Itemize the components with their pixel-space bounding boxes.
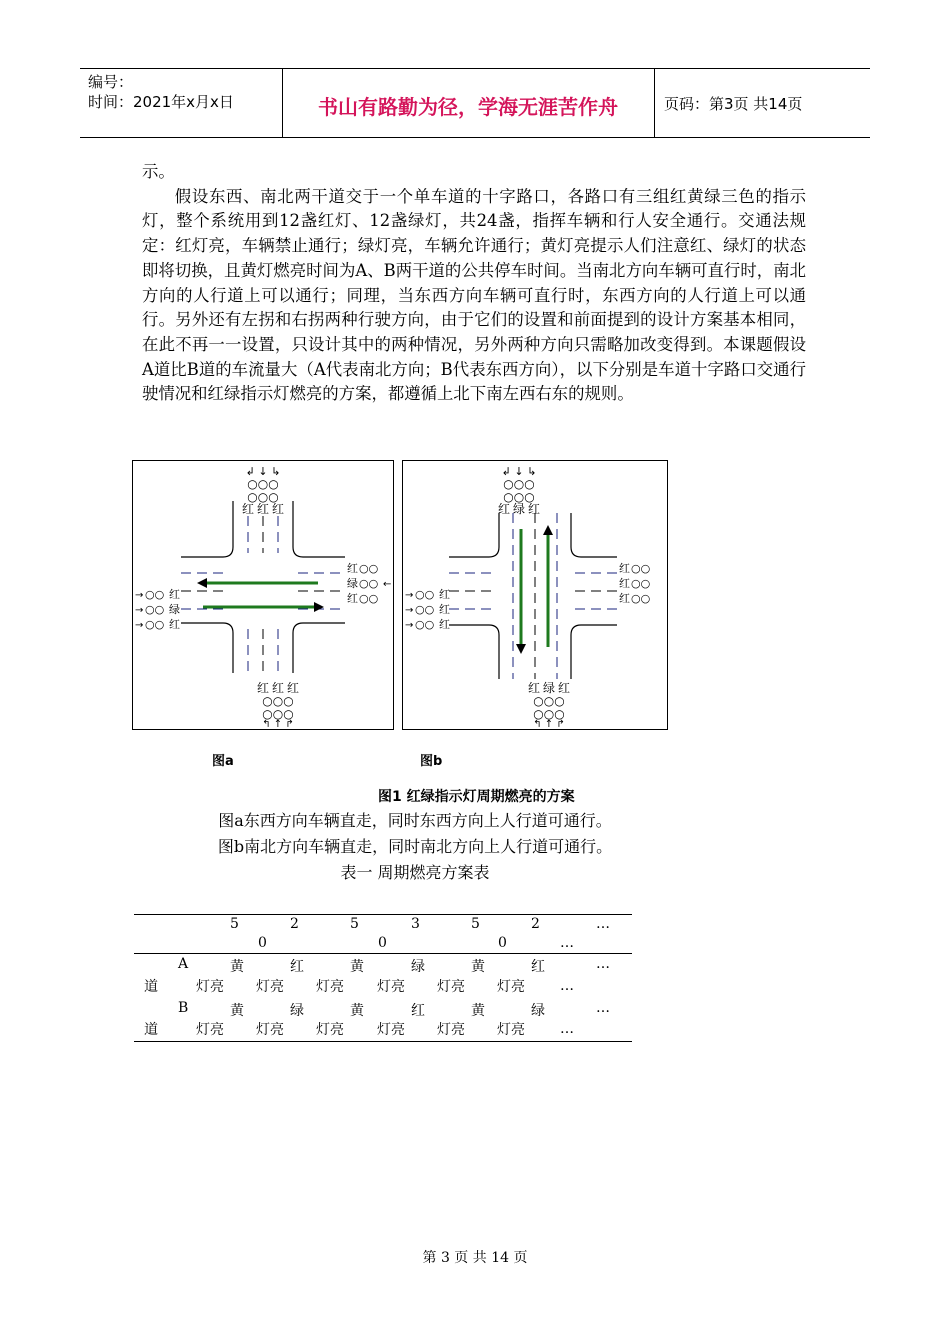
- light-circles: ○○: [145, 618, 165, 631]
- table-cell: 灯亮: [256, 1022, 284, 1038]
- page-header: [80, 68, 870, 138]
- table-cell: …: [560, 935, 574, 951]
- figure-desc-b: 图b南北方向车辆直走，同时南北方向上人行道可通行。: [217, 837, 613, 856]
- light-red: 红: [439, 588, 450, 601]
- table-cell: 黄: [350, 1003, 364, 1019]
- light-red: 红: [347, 562, 358, 575]
- light-red: 红: [619, 577, 630, 590]
- arrow-left-icon: ←: [383, 579, 392, 590]
- arrow-right-icon: →: [135, 590, 144, 601]
- light-circles: ○○○: [247, 477, 279, 491]
- light-circles: ○○○: [262, 707, 294, 721]
- header-meta: [88, 72, 234, 112]
- body-line: 示。: [142, 162, 175, 181]
- light-red: 红: [271, 502, 285, 516]
- table-rule: [134, 953, 632, 954]
- light-circles: ○○: [415, 588, 435, 601]
- light-circles: ○○: [359, 577, 379, 590]
- table-cell: 灯亮: [497, 979, 525, 995]
- light-circles: ○○: [631, 577, 651, 590]
- table-cell: 灯亮: [377, 1022, 405, 1038]
- table-cell: 道: [144, 979, 158, 995]
- table-rule: [134, 914, 632, 915]
- figure-b-label: 图b: [420, 754, 443, 769]
- table-cell: 0: [498, 935, 507, 951]
- light-red: 红: [439, 618, 450, 631]
- light-red: 红: [256, 502, 270, 516]
- table-cell: 2: [290, 916, 299, 932]
- table-cell: 0: [378, 935, 387, 951]
- table-cell: 5: [350, 916, 359, 932]
- light-red: 红: [527, 681, 541, 695]
- table-cell: 灯亮: [497, 1022, 525, 1038]
- light-green: 绿: [347, 577, 358, 590]
- table-cell: 灯亮: [256, 979, 284, 995]
- number-label: 编号：: [88, 73, 134, 91]
- header-divider: [654, 69, 655, 137]
- figure-desc-a: 图a东西方向车辆直走，同时东西方向上人行道可通行。: [218, 811, 612, 830]
- motto: 书山有路勤为径，学海无涯苦作舟: [318, 95, 618, 119]
- table-cell: 0: [258, 935, 267, 951]
- table-cell: 黄: [230, 1003, 244, 1019]
- table-cell: …: [560, 978, 574, 994]
- table-cell: 红: [531, 959, 545, 975]
- table-cell: 红: [411, 1003, 425, 1019]
- light-red: 红: [241, 502, 255, 516]
- table-cell: 2: [531, 916, 540, 932]
- light-circles: ○○○: [533, 694, 565, 708]
- light-circles: ○○: [359, 562, 379, 575]
- light-circles: ○○: [415, 603, 435, 616]
- table-cell: 灯亮: [437, 1022, 465, 1038]
- table-cell: 3: [411, 916, 420, 932]
- arrows-bottom: ↰ ↑ ↱: [533, 719, 565, 729]
- light-circles: ○○○: [247, 490, 279, 504]
- light-red: 红: [497, 502, 511, 516]
- arrow-right-icon: →: [405, 605, 414, 616]
- arrow-right-icon: →: [405, 620, 414, 631]
- light-circles: ○○○: [503, 490, 535, 504]
- page-footer: 第 3 页 共 14 页: [422, 1250, 528, 1266]
- body-text: [142, 160, 806, 407]
- table-cell: 黄: [350, 959, 364, 975]
- light-circles: ○○: [145, 588, 165, 601]
- arrow-right-icon: →: [135, 620, 144, 631]
- light-red: 红: [619, 562, 630, 575]
- time-label: 时间：2021年x月x日: [88, 93, 234, 111]
- light-circles: ○○○: [533, 707, 565, 721]
- light-red: 红: [256, 681, 270, 695]
- light-circles: ○○○: [262, 694, 294, 708]
- table-cell: 灯亮: [377, 979, 405, 995]
- table-cell: 5: [230, 916, 239, 932]
- light-red: 红: [286, 681, 300, 695]
- light-circles: ○○: [359, 592, 379, 605]
- table-cell: …: [596, 1000, 610, 1016]
- light-red: 红: [169, 588, 180, 601]
- light-circles: ○○: [631, 592, 651, 605]
- table-cell: 绿: [290, 1003, 304, 1019]
- light-green: 绿: [512, 502, 526, 516]
- table-cell: …: [596, 956, 610, 972]
- table-cell: …: [560, 1021, 574, 1037]
- light-red: 红: [527, 502, 541, 516]
- light-red: 红: [557, 681, 571, 695]
- table-cell: 黄: [471, 959, 485, 975]
- light-circles: ○○○: [503, 477, 535, 491]
- body-paragraph: 假设东西、南北两干道交于一个单车道的十字路口，各路口有三组红黄绿三色的指示灯，整个系统用到12盏红灯、12盏绿灯，共24盏，指挥车辆和行人安全通行。交通法规定：红灯亮，车辆禁止通行；绿灯亮，车辆允许通行；黄灯亮提示人们注意红、绿灯的状态即将切换，且黄灯燃亮时间为A、B两干道的公共停车时间。当南北方向车辆可直行时，南北方向的人行道上可以通行；同理，当东西方向车辆可直行时，东西方向的人行道上可以通行。另外还有左拐和右拐两种行驶方向，由于它们的设置和前面提到的设计方案基本相同，在此不再一一设置，只设计其中的两种情况，另外两种方向只需略加改变得到。本课题假设A道比B道的车流量大（A代表南北方向；B代表东西方向），以下分别是车道十字路口交通行驶情况和红绿指示灯燃亮的方案，都遵循上北下南左西右东的规则。: [142, 186, 806, 404]
- table-rule: [134, 1041, 632, 1042]
- table-cell: 绿: [411, 959, 425, 975]
- intersection-diagram-a: [133, 461, 393, 729]
- figure-caption: 图1 红绿指示灯周期燃亮的方案: [378, 789, 575, 805]
- table-cell: 灯亮: [437, 979, 465, 995]
- table-cell: 道: [144, 1022, 158, 1038]
- table-cell: 红: [290, 959, 304, 975]
- table-cell: 灯亮: [316, 979, 344, 995]
- arrows-top: ↲ ↓ ↳: [501, 465, 537, 478]
- table-cell: …: [596, 916, 610, 932]
- table-title: 表一 周期燃亮方案表: [340, 863, 490, 882]
- light-circles: ○○: [631, 562, 651, 575]
- table-cell: 黄: [471, 1003, 485, 1019]
- table-cell: 黄: [230, 959, 244, 975]
- arrow-right-icon: →: [405, 590, 414, 601]
- light-green: 绿: [169, 603, 180, 616]
- table-cell: B: [178, 1000, 189, 1016]
- table-cell: 灯亮: [196, 1022, 224, 1038]
- arrow-right-icon: →: [135, 605, 144, 616]
- schedule-table: [134, 914, 632, 1044]
- figure-a-label: 图a: [212, 754, 234, 769]
- light-red: 红: [271, 681, 285, 695]
- arrows-bottom: ↰ ↑ ↱: [262, 719, 294, 729]
- light-red: 红: [347, 592, 358, 605]
- table-cell: 灯亮: [316, 1022, 344, 1038]
- light-circles: ○○: [145, 603, 165, 616]
- table-cell: 灯亮: [196, 979, 224, 995]
- light-red: 红: [439, 603, 450, 616]
- arrows-top: ↲ ↓ ↳: [245, 465, 281, 478]
- figure-b: [402, 460, 668, 730]
- light-red: 红: [169, 618, 180, 631]
- figure-a: [132, 460, 394, 730]
- table-cell: 绿: [531, 1003, 545, 1019]
- light-circles: ○○: [415, 618, 435, 631]
- intersection-diagram-b: [403, 461, 667, 729]
- page-info: 页码：第3页 共14页: [664, 95, 803, 113]
- light-green: 绿: [542, 681, 556, 695]
- table-cell: 5: [471, 916, 480, 932]
- table-cell: A: [178, 956, 189, 972]
- light-red: 红: [619, 592, 630, 605]
